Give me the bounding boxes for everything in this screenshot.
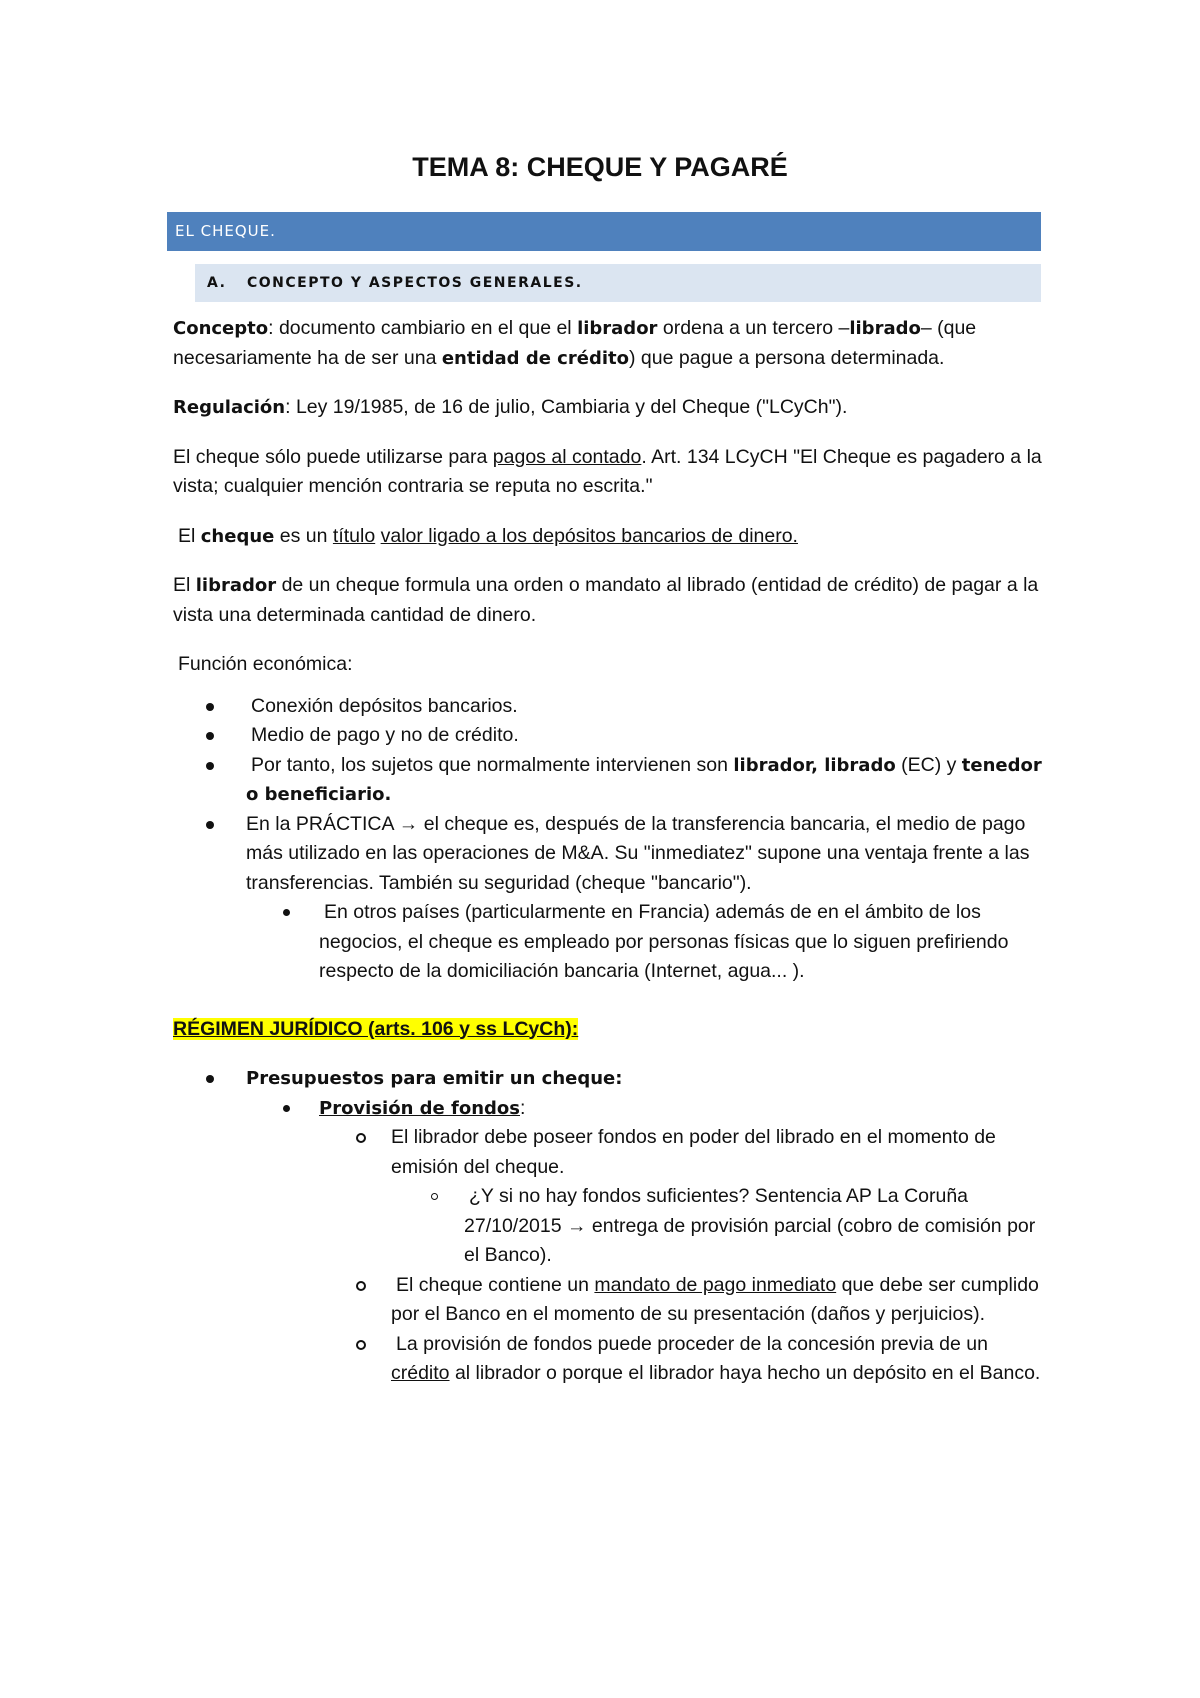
paragraph-titulo (173, 522, 1043, 552)
bullet-icon (206, 1075, 214, 1083)
concepto-label: Concepto (173, 318, 269, 339)
bold-run: librador, librado (733, 754, 896, 776)
paragraph-librador (173, 571, 1043, 630)
list-item-text: ¿Y si no hay fondos suficientes? Sentencia AP La Coruña 27/10/2015 → entrega de provisión parcial (cobro de comisión por el Banco). (464, 1185, 1036, 1266)
paragraph-contado (173, 443, 1043, 502)
text-run: ) que pague a persona determinada. (628, 346, 945, 369)
list-item (173, 721, 1043, 751)
text-run: El (173, 574, 196, 596)
document-body (173, 314, 1043, 1389)
list-item (173, 810, 1043, 899)
list-item-text: En otros países (particularmente en Francia) además de en el ámbito de los negocios, el cheque es empleado por personas físicas que lo siguen prefiriendo respecto de la domiciliación bancaria (Internet, agua... ). (319, 901, 1009, 982)
list-item (173, 1123, 1043, 1182)
bullet-icon (283, 1105, 290, 1112)
regimen-heading (173, 1015, 1043, 1045)
text-run: : (520, 1096, 526, 1119)
bold-run: librador (577, 318, 658, 339)
text-run: : documento cambiario en el que el (268, 317, 578, 339)
circle-bullet-icon (356, 1133, 366, 1143)
paragraph-regulacion (173, 393, 1043, 423)
text-run: : Ley 19/1985, de 16 de julio, Cambiaria y del Cheque ("LCyCh"). (285, 396, 848, 418)
text-run: . Art. 134 LCyCH "El Cheque es pagadero a la vista; cualquier mención contraria se reputa no escrita." (173, 445, 1042, 497)
bold-run: entidad de crédito (441, 347, 629, 369)
paragraph-concepto (173, 314, 1043, 373)
text-run: al librador o porque el librador haya hecho un depósito en el Banco. (449, 1362, 1041, 1384)
list-item (173, 692, 1043, 722)
bullet-icon (206, 732, 214, 740)
list-item (173, 751, 1043, 810)
bullet-icon (206, 821, 214, 829)
list-item (173, 1094, 1043, 1124)
bold-run: cheque (200, 525, 275, 547)
funcion-list (173, 692, 1043, 987)
funcion-label: Función económica: (178, 653, 353, 675)
underlined-run: mandato de pago inmediato (594, 1273, 837, 1296)
text-run: de un cheque formula una orden o mandato al librado (entidad de crédito) de pagar a la vista una determinada cantidad de dinero. (173, 574, 1039, 626)
regulacion-label: Regulación (173, 397, 286, 418)
bullet-icon (206, 762, 214, 770)
highlighted-heading: RÉGIMEN JURÍDICO (arts. 106 y ss LCyCh): (173, 1017, 579, 1040)
list-item (173, 898, 1043, 987)
list-item (173, 1271, 1043, 1330)
bullet-icon (283, 909, 290, 916)
bold-run: librado (849, 318, 921, 339)
list-item-text: El librador debe poseer fondos en poder del librado en el momento de emisión del cheque. (391, 1126, 996, 1178)
circle-bullet-icon (356, 1340, 366, 1350)
list-item (173, 1182, 1043, 1271)
text-run: que debe ser cumplido por el Banco en el momento de su presentación (daños y perjuicios). (391, 1273, 1039, 1325)
subsection-letter: A. (207, 275, 227, 291)
underlined-run: pagos al contado (492, 445, 642, 468)
page-title: TEMA 8: CHEQUE Y PAGARÉ (412, 152, 788, 182)
bold-run: tenedor o beneficiario. (246, 754, 1042, 805)
text-run: (EC) y (895, 753, 962, 776)
subsection-heading (195, 264, 1041, 302)
bold-run: librador (195, 575, 277, 596)
circle-bullet-icon (356, 1281, 366, 1291)
section-heading: EL CHEQUE. (167, 212, 1041, 251)
list-item (173, 1330, 1043, 1389)
text-run: El cheque sólo puede utilizarse para (173, 445, 493, 468)
bullet-icon (206, 703, 214, 711)
text-run: es un (274, 524, 333, 547)
subsection-title: CONCEPTO Y ASPECTOS GENERALES. (247, 275, 583, 291)
list-item-text: Medio de pago y no de crédito. (251, 724, 519, 746)
presupuestos-list (173, 1064, 1043, 1389)
underlined-run: crédito (391, 1362, 450, 1384)
provision-label: Provisión de fondos (319, 1097, 521, 1119)
list-item-text: En la PRÁCTICA → el cheque es, después de la transferencia bancaria, el medio de pago más utilizado en las operaciones de M&A. Su "inmediatez" supone una ventaja frente a las transferencias. También su seguridad (cheque "bancario"). (246, 812, 1030, 894)
list-item (173, 1064, 1043, 1094)
text-run: – (que necesariamente ha de ser una (173, 317, 977, 369)
list-item-text: Conexión depósitos bancarios. (251, 694, 518, 717)
text-run: La provisión de fondos puede proceder de la concesión previa de un (396, 1332, 988, 1355)
underlined-run: valor ligado a los depósitos bancarios de dinero. (380, 524, 798, 547)
text-run: ordena a un tercero – (657, 317, 850, 339)
text-run: Por tanto, los sujetos que normalmente intervienen son (251, 753, 734, 776)
text-run: El cheque contiene un (396, 1273, 595, 1296)
presupuestos-label: Presupuestos para emitir un cheque: (246, 1068, 623, 1089)
text-run: El (178, 524, 201, 547)
circle-bullet-icon (431, 1193, 438, 1200)
underlined-run: título (332, 524, 376, 547)
